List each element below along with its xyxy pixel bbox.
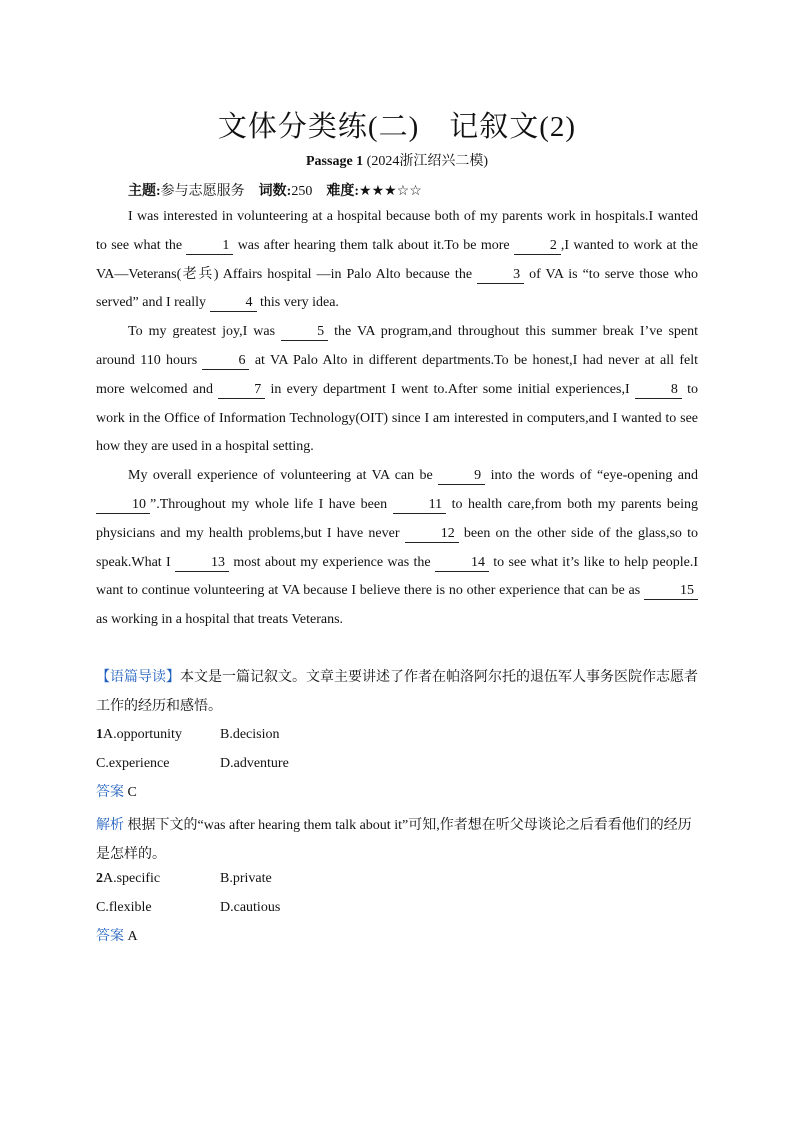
page-title: 文体分类练(二) 记叙文(2) (217, 111, 577, 143)
option: B.decision (220, 727, 280, 742)
passage-paragraph-2 (96, 318, 698, 462)
passage-text: of VA is “to serve those who served” and I really (96, 266, 698, 311)
passage-paragraph-3 (96, 462, 698, 635)
option: B.private (220, 871, 272, 886)
question-1-answer (96, 783, 137, 803)
option: C.flexible (96, 900, 152, 915)
passage-source: (2024浙江绍兴二模) (366, 154, 488, 169)
blank-10: 10 (96, 497, 150, 514)
answer-value: C (127, 785, 137, 800)
question-2-options-row-1 (96, 869, 272, 889)
passage-label: Passage 1 (306, 154, 364, 169)
blank-3: 3 (477, 267, 524, 284)
passage-text: into the words of “eye-opening and (485, 468, 699, 484)
passage-meta (128, 180, 422, 200)
question-2-answer (96, 927, 138, 947)
blank-11: 11 (393, 497, 446, 514)
passage-subtitle (0, 150, 794, 170)
passage-paragraph-1 (96, 203, 698, 318)
passage-text: at VA Palo Alto in different departments.To be honest,I had never at all felt more welcomed and (96, 352, 699, 397)
words-value: 250 (291, 184, 313, 199)
passage-text: to see what it’s like to help people.I want to continue volunteering at VA because I believe there is no other experience that can be as (96, 554, 699, 599)
passage-text: to health care,from both my parents being physicians and my health problems,but I have never (96, 496, 698, 541)
answer-value: A (127, 929, 138, 944)
question-number: 2 (96, 871, 103, 886)
answer-label: 答案 (96, 929, 124, 944)
difficulty-stars: ★★★☆☆ (359, 184, 422, 199)
explanation-text: 根据下文的“was after hearing them talk about it”可知,作者想在听父母谈论之后看看他们的经历是怎样的。 (96, 818, 692, 862)
passage-text: To my greatest joy,I was (128, 324, 282, 340)
passage-text: the VA program,and throughout this summer break I’ve spent around 110 hours (96, 324, 698, 368)
option: D.cautious (220, 900, 281, 915)
passage-text: ”.Throughout my whole life I have been (150, 496, 393, 512)
reading-guide (96, 664, 698, 722)
blank-5: 5 (281, 324, 328, 341)
guide-text: 本文是一篇记叙文。文章主要讲述了作者在帕洛阿尔托的退伍军人事务医院作志愿者工作的经历和感悟。 (96, 670, 698, 714)
passage-text: ,I wanted to work at the VA—Veterans(老兵) Affairs hospital —in Palo Alto because the (96, 237, 698, 282)
passage-body (96, 203, 698, 635)
question-number: 1 (96, 727, 103, 742)
question-1-options-row-1 (96, 725, 280, 745)
answer-label: 答案 (96, 785, 124, 800)
difficulty-label: 难度: (326, 184, 360, 199)
blank-9: 9 (438, 468, 485, 485)
blank-12: 12 (405, 526, 459, 543)
blank-2: 2 (514, 238, 561, 255)
option: C.experience (96, 756, 170, 771)
option: A.opportunity (103, 727, 182, 742)
theme-label: 主题: (128, 184, 161, 199)
words-label: 词数: (258, 184, 292, 199)
blank-13: 13 (175, 555, 229, 572)
passage-text: to work in the Office of Information Technology(OIT) since I am interested in computers,and I wanted to see how they are used in a hospital setting. (96, 381, 699, 455)
passage-text: in every department I went to.After some initial experiences,I (265, 381, 635, 397)
blank-6: 6 (202, 353, 249, 370)
blank-7: 7 (218, 382, 265, 399)
passage-text: been on the other side of the glass,so to speak.What I (96, 525, 698, 570)
passage-text: this very idea. (256, 295, 339, 311)
passage-text: was after hearing them talk about it.To be more (233, 237, 514, 253)
question-2-options-row-2 (96, 898, 280, 918)
guide-tag: 【语篇导读】 (96, 670, 180, 685)
passage-text: most about my experience was the (229, 554, 435, 570)
theme-value: 参与志愿服务 (160, 184, 245, 199)
blank-4: 4 (210, 295, 257, 312)
option: D.adventure (220, 756, 289, 771)
passage-text: as working in a hospital that treats Veterans. (96, 612, 344, 628)
blank-15: 15 (644, 583, 698, 600)
question-1-explanation (96, 812, 698, 870)
blank-14: 14 (435, 555, 489, 572)
passage-text: My overall experience of volunteering at VA can be (128, 468, 439, 484)
blank-8: 8 (635, 382, 682, 399)
explanation-label: 解析 (96, 818, 124, 833)
option: A.specific (103, 871, 161, 886)
passage-text: I was interested in volunteering at a hospital because both of my parents work in hospitals.I wanted to see what the (96, 209, 698, 253)
blank-1: 1 (186, 238, 233, 255)
question-1-options-row-2 (96, 754, 289, 774)
